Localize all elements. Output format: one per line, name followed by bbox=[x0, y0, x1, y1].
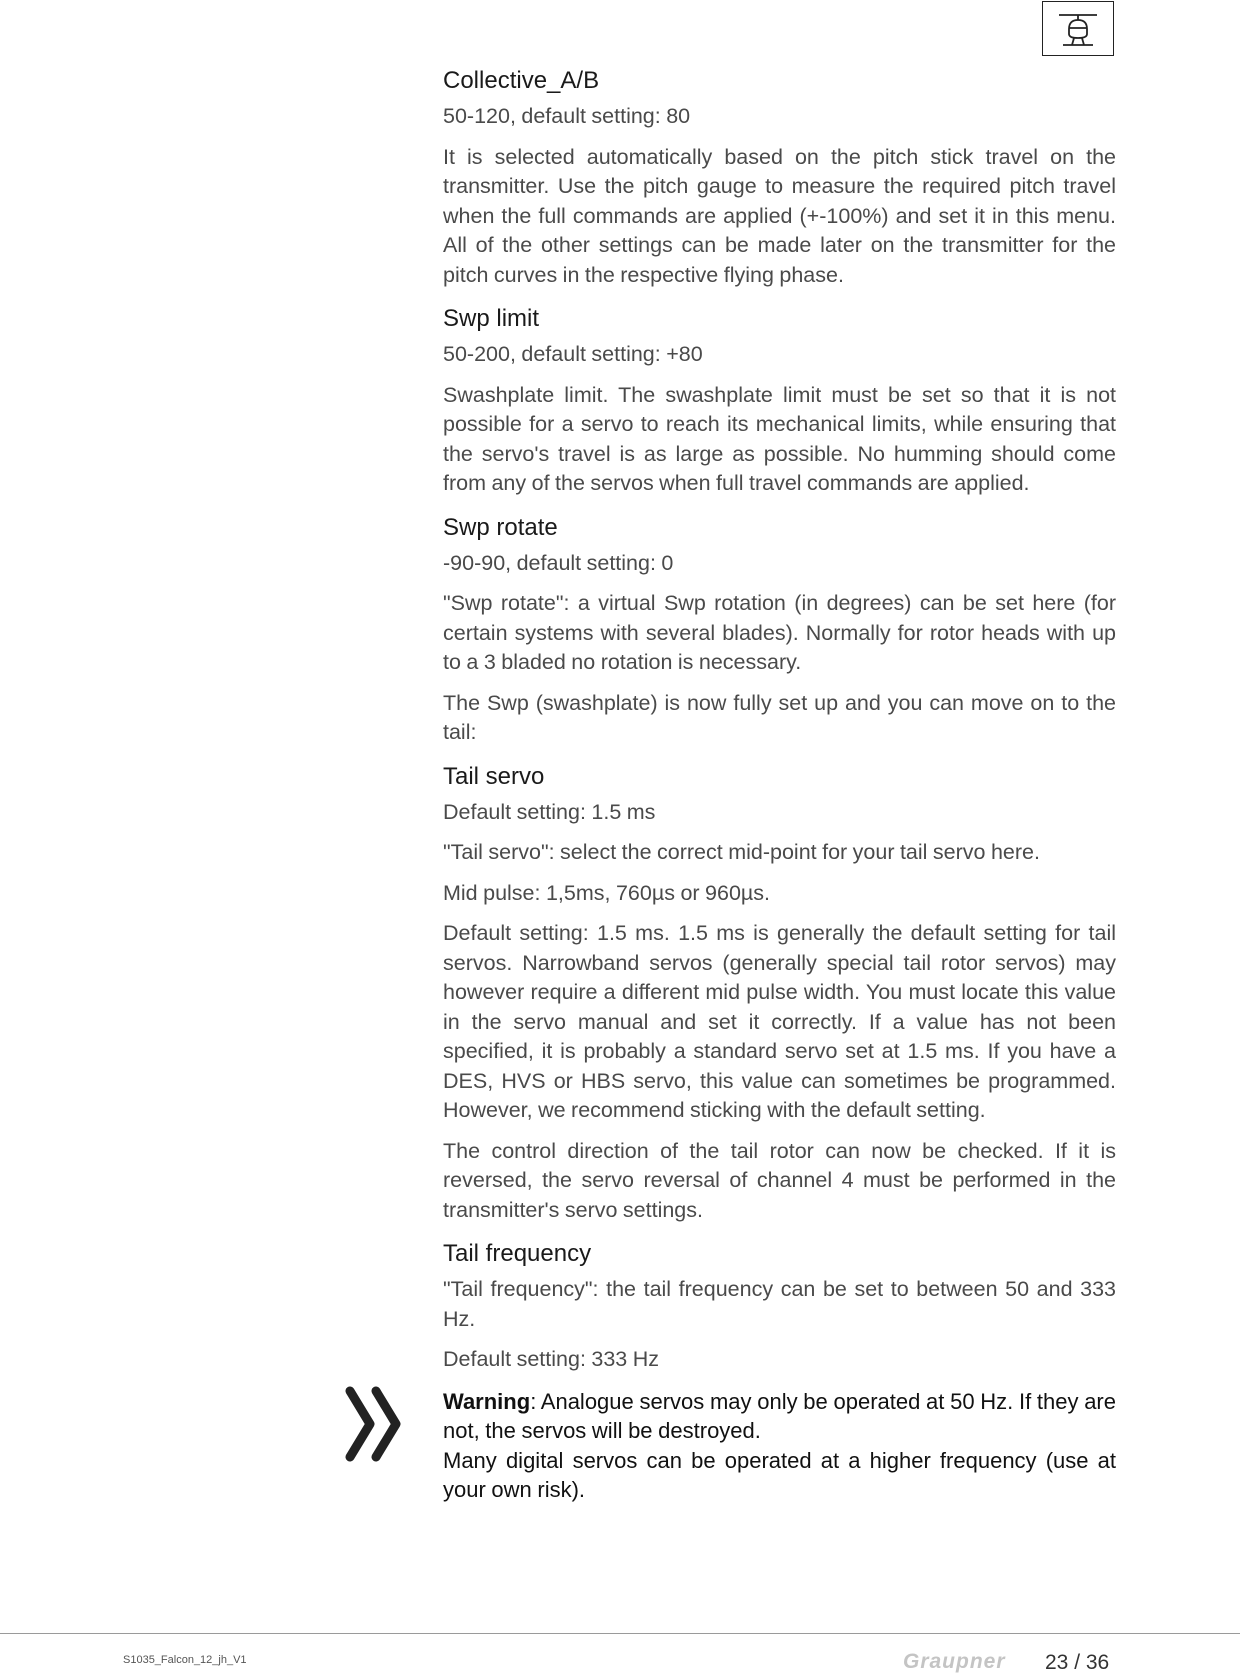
paragraph: "Tail servo": select the correct mid-point for your tail servo here. bbox=[443, 840, 1040, 864]
warning-body-2: Many digital servos can be operated at a higher frequency (use at your own risk). bbox=[443, 1447, 1116, 1502]
section-heading: Tail frequency bbox=[443, 1240, 592, 1267]
page-content bbox=[443, 64, 1116, 1505]
section-tail-servo bbox=[443, 760, 1116, 1226]
paragraph: 50-200, default setting: +80 bbox=[443, 342, 703, 366]
double-chevron-right-icon bbox=[344, 1381, 408, 1467]
warning-text bbox=[443, 1387, 1116, 1505]
paragraph: "Swp rotate": a virtual Swp rotation (in degrees) can be set here (for certain systems with several blades). Normally for rotor heads with up to a 3 bladed no rotation is necessary. bbox=[443, 591, 1116, 674]
brand-logo: Graupner bbox=[903, 1650, 1006, 1673]
section-heading: Swp rotate bbox=[443, 513, 558, 541]
paragraph: -90-90, default setting: 0 bbox=[443, 550, 674, 575]
section-tail-frequency bbox=[443, 1237, 1116, 1375]
paragraph: The control direction of the tail rotor can now be checked. If it is reversed, the servo reversal of channel 4 must be performed in the transmitter's servo settings. bbox=[443, 1138, 1116, 1222]
footer-divider bbox=[0, 1633, 1240, 1634]
section-swp-limit bbox=[443, 302, 1116, 499]
paragraph: Default setting: 1.5 ms bbox=[443, 799, 656, 824]
paragraph: Mid pulse: 1,5ms, 760µs or 960µs. bbox=[443, 880, 771, 905]
section-collective bbox=[443, 64, 1116, 290]
warning-body: : Analogue servos may only be operated at 50 Hz. If they are not, the servos will be destroyed. bbox=[443, 1388, 1116, 1443]
paragraph: It is selected automatically based on the pitch stick travel on the transmitter. Use the pitch gauge to measure the required pitch travel when the full commands are applied (+-100%) and set it in this menu. All of the other settings can be made later on the transmitter for the pitch curves in the respective flying phase. bbox=[443, 144, 1116, 287]
paragraph: Default setting: 1.5 ms. 1.5 ms is generally the default setting for tail servos. Narrowband servos (generally special tail rotor servos) may however require a different mid pulse width. You must locate this value in the servo manual and set it correctly. If a value has not been specified, it is probably a standard servo set at 1.5 ms. If you have a DES, HVS or HBS servo, this value can sometimes be programmed. However, we recommend sticking with the default setting. bbox=[443, 921, 1116, 1122]
footer-document-id: S1035_Falcon_12_jh_V1 bbox=[123, 1654, 247, 1666]
paragraph: "Tail frequency": the tail frequency can be set to between 50 and 333 Hz. bbox=[443, 1277, 1116, 1331]
section-heading: Tail servo bbox=[443, 762, 545, 790]
helicopter-icon bbox=[1042, 1, 1114, 56]
paragraph: The Swp (swashplate) is now fully set up and you can move on to the tail: bbox=[443, 690, 1116, 744]
warning-label: Warning bbox=[443, 1388, 531, 1414]
section-swp-rotate bbox=[443, 511, 1116, 748]
page-number: 23 / 36 bbox=[1045, 1651, 1110, 1674]
warning-note bbox=[443, 1387, 1116, 1505]
paragraph: 50-120, default setting: 80 bbox=[443, 104, 691, 128]
section-heading: Swp limit bbox=[443, 305, 540, 332]
section-heading: Collective_A/B bbox=[443, 67, 600, 94]
paragraph: Swashplate limit. The swashplate limit must be set so that it is not possible for a servo to reach its mechanical limits, while ensuring that the servo's travel is as large as possible. No humming should come from any of the servos when full travel commands are applied. bbox=[443, 382, 1116, 495]
paragraph: Default setting: 333 Hz bbox=[443, 1347, 660, 1371]
